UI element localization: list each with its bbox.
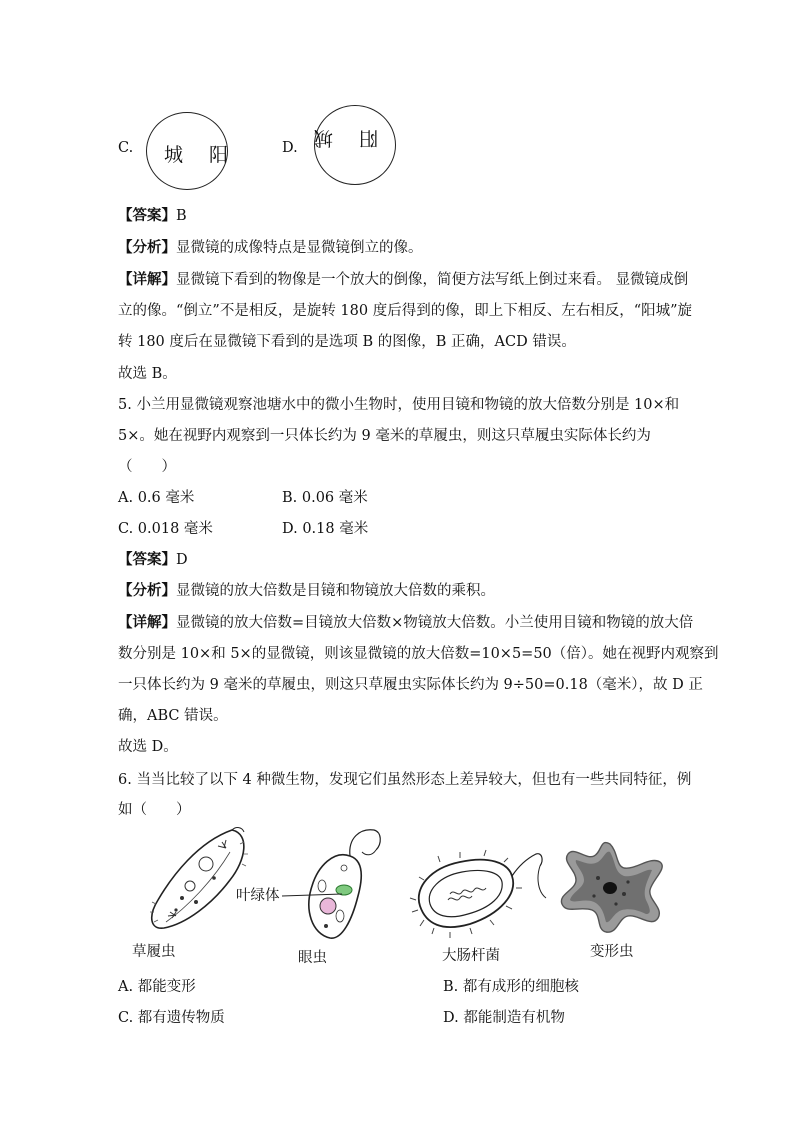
q4-conclusion: 故选 B。 [118,366,177,382]
q6-option-d[interactable]: D. 都能制造有机物 [443,1010,565,1026]
q4-answer [118,206,187,226]
q6-option-c[interactable]: C. 都有遗传物质 [118,1010,225,1026]
circle-c-text: 城 阳 [164,144,239,166]
q6-stem-line-1: 6. 当当比较了以下 4 种微生物，发现它们虽然形态上差异较大，但也有一些共同特征，例 [118,772,692,788]
chloroplast-pointer-line [282,894,342,898]
q4-detail-line-2: 立的像。“倒立”不是相反，是旋转 180 度后得到的像，即上下相反、左右相反，“阳城”旋 [118,303,693,319]
q4-option-d[interactable] [282,105,412,185]
answer-tag: 【答案】 [118,207,176,224]
q5-option-d[interactable]: D. 0.18 毫米 [282,521,369,537]
q5-detail-line-1 [118,613,693,633]
label-amoeba: 变形虫 [590,944,634,960]
answer-tag: 【答案】 [118,551,176,568]
analysis-text: 显微镜的成像特点是显微镜倒立的像。 [176,240,423,256]
detail-tag: 【详解】 [118,271,176,288]
paramecium-illustration [146,824,256,932]
euglena-illustration [278,826,388,944]
analysis-text: 显微镜的放大倍数是目镜和物镜放大倍数的乘积。 [176,583,495,599]
q5-detail-line-3: 一只体长约为 9 毫米的草履虫，则这只草履虫实际体长约为 9÷50=0.18（毫米），故 D 正 [118,677,703,693]
answer-value: B [176,208,187,224]
q5-stem-line-2: 5×。她在视野内观察到一只体长约为 9 毫米的草履虫，则这只草履虫实际体长约为 [118,428,651,444]
q4-option-d-letter: D. [282,140,298,156]
q4-detail-line-1 [118,270,688,290]
q6-option-b[interactable]: B. 都有成形的细胞核 [443,979,579,995]
microorganisms-figure [118,822,678,967]
analysis-tag: 【分析】 [118,582,176,599]
ecoli-illustration [400,844,550,944]
q5-option-a[interactable]: A. 0.6 毫米 [118,490,195,506]
detail-tag: 【详解】 [118,614,176,631]
q4-option-c[interactable] [118,112,238,192]
label-paramecium: 草履虫 [132,944,176,960]
q5-option-b[interactable]: B. 0.06 毫米 [282,490,368,506]
label-euglena: 眼虫 [298,950,327,966]
circle-d-text-rotated: 阳 城 [303,127,378,149]
q5-option-c[interactable]: C. 0.018 毫米 [118,521,213,537]
analysis-tag: 【分析】 [118,239,176,256]
q5-stem-line-1: 5. 小兰用显微镜观察池塘水中的微小生物时，使用目镜和物镜的放大倍数分别是 10×和 [118,397,680,413]
q5-conclusion: 故选 D。 [118,739,178,755]
q5-detail-line-4: 确，ABC 错误。 [118,708,228,724]
q5-answer [118,550,188,570]
q6-option-a[interactable]: A. 都能变形 [118,979,196,995]
label-chloroplast: 叶绿体 [236,888,280,904]
label-ecoli: 大肠杆菌 [442,948,500,964]
q5-stem-line-3: （ ） [118,459,176,475]
detail-text: 显微镜下看到的物像是一个放大的倒像，简便方法写纸上倒过来看。 显微镜成倒 [176,272,689,288]
answer-value: D [176,552,188,568]
q4-analysis [118,238,423,258]
q4-detail-line-3: 转 180 度后在显微镜下看到的是选项 B 的图像，B 正确，ACD 错误。 [118,334,576,350]
amoeba-illustration [558,838,670,938]
q4-option-c-letter: C. [118,140,134,156]
q5-analysis [118,581,495,601]
q5-detail-line-2: 数分别是 10×和 5×的显微镜，则该显微镜的放大倍数=10×5=50（倍）。她在视野内观察到 [118,646,719,662]
detail-text: 显微镜的放大倍数=目镜放大倍数×物镜放大倍数。小兰使用目镜和物镜的放大倍 [176,615,694,631]
q6-stem-line-2: 如（ ） [118,802,191,818]
